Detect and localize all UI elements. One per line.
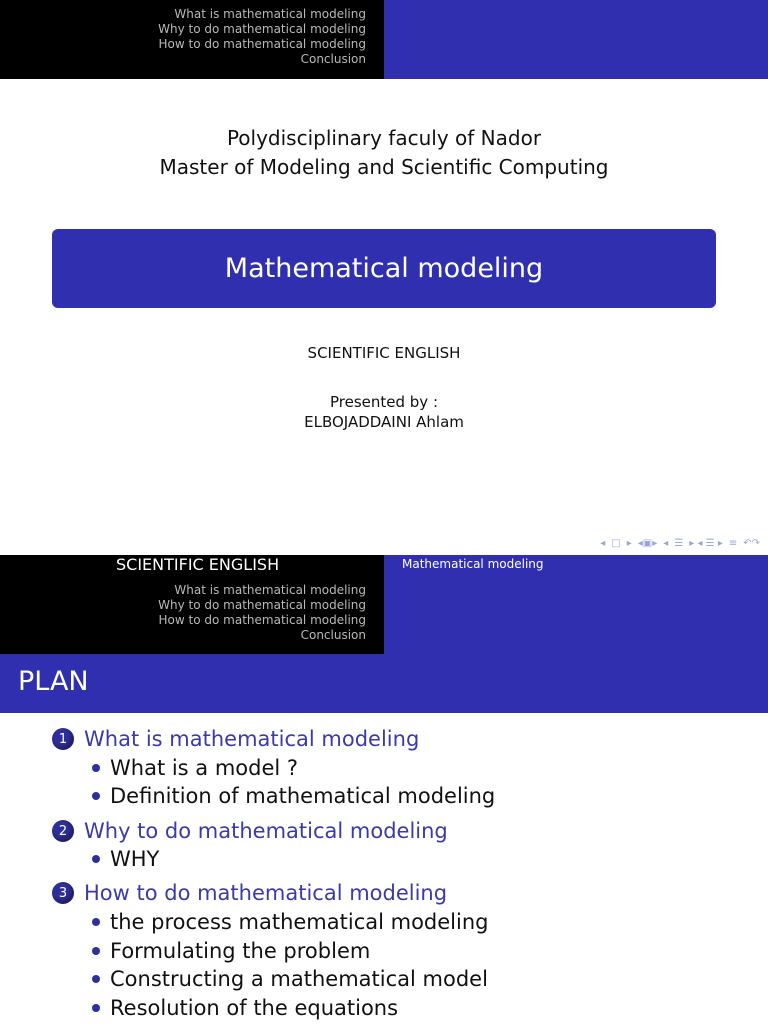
- toc-subsection[interactable]: [92, 756, 298, 780]
- beamer-navigation: [600, 536, 760, 550]
- toc-subsection-label: Formulating the problem: [110, 939, 371, 963]
- frame-title-bar: [0, 654, 768, 713]
- toc-subsection-label: WHY: [110, 847, 160, 871]
- toc-subsection[interactable]: [92, 996, 398, 1020]
- subtitle: SCIENTIFIC ENGLISH: [307, 344, 461, 362]
- bullet-icon: [92, 792, 100, 800]
- bullet-icon: [92, 855, 100, 863]
- bullet-icon: [92, 975, 100, 983]
- bullet-icon: [92, 947, 100, 955]
- institution: Polydisciplinary faculy of Nador: [226, 126, 542, 150]
- toc-subsection[interactable]: [92, 847, 159, 871]
- nav-subsection-icon[interactable]: ◂▣▸: [637, 537, 658, 549]
- toc-section-label: How to do mathematical modeling: [84, 881, 448, 905]
- toc-subsection-label: What is a model ?: [110, 756, 299, 780]
- header-right-panel: [384, 0, 768, 79]
- nav-doc-icon[interactable]: ≡: [728, 537, 738, 549]
- toc-section-1[interactable]: [52, 727, 419, 751]
- author: ELBOJADDAINI Ahlam: [304, 413, 464, 431]
- toc-section-2[interactable]: [52, 819, 448, 843]
- toc-section-label: Why to do mathematical modeling: [84, 819, 448, 843]
- toc-subsection[interactable]: [92, 784, 495, 808]
- slide-title: Mathematical modeling: [224, 253, 544, 284]
- header-section-link[interactable]: How to do mathematical modeling: [158, 613, 366, 627]
- bullet-icon: [92, 764, 100, 772]
- bullet-icon: [92, 918, 100, 926]
- header-right-panel: [384, 555, 768, 654]
- toc-subsection-label: Resolution of the equations: [110, 996, 399, 1020]
- toc-subsection[interactable]: [92, 939, 370, 963]
- section-number-badge: 3: [52, 882, 74, 904]
- presented-by: Presented by :: [329, 393, 439, 411]
- frame-title: PLAN: [18, 666, 89, 697]
- toc-subsection[interactable]: [92, 910, 488, 934]
- bullet-icon: [92, 1004, 100, 1012]
- header-section-link[interactable]: How to do mathematical modeling: [158, 37, 366, 51]
- short-title: SCIENTIFIC ENGLISH: [116, 555, 280, 574]
- toc-subsection[interactable]: [92, 967, 488, 991]
- toc-subsection-label: Constructing a mathematical model: [110, 967, 488, 991]
- slide2-header: [0, 555, 768, 654]
- nav-frame-right-icon[interactable]: ▸: [626, 537, 632, 549]
- nav-frame-icon[interactable]: □: [611, 537, 621, 549]
- header-section-link[interactable]: Conclusion: [300, 628, 366, 642]
- header-section-link[interactable]: Why to do mathematical modeling: [158, 598, 366, 612]
- program: Master of Modeling and Scientific Computing: [159, 155, 609, 179]
- header-section-link[interactable]: Why to do mathematical modeling: [158, 22, 366, 36]
- toc-subsection-label: Definition of mathematical modeling: [110, 784, 496, 808]
- section-number-badge: 1: [52, 728, 74, 750]
- header-sections-panel: [0, 555, 384, 654]
- header-section-link[interactable]: What is mathematical modeling: [174, 7, 366, 21]
- toc-section-3[interactable]: [52, 881, 447, 905]
- short-presentation-title: Mathematical modeling: [402, 557, 544, 571]
- nav-section-right-icon[interactable]: ▸ ◂ ☰ ▸: [689, 537, 723, 549]
- title-box: [52, 229, 716, 308]
- nav-search-icon[interactable]: ↶↷: [743, 537, 760, 549]
- header-sections-panel: [0, 0, 384, 79]
- slide1-header: [0, 0, 768, 79]
- toc-subsection-label: the process mathematical modeling: [110, 910, 489, 934]
- nav-frame-left-icon[interactable]: ◂: [600, 537, 606, 549]
- header-section-link[interactable]: Conclusion: [300, 52, 366, 66]
- header-section-link[interactable]: What is mathematical modeling: [174, 583, 366, 597]
- section-number-badge: 2: [52, 820, 74, 842]
- toc-section-label: What is mathematical modeling: [84, 727, 420, 751]
- nav-section-left-icon[interactable]: ◂: [663, 537, 669, 549]
- nav-section-icon[interactable]: ☰: [674, 537, 684, 549]
